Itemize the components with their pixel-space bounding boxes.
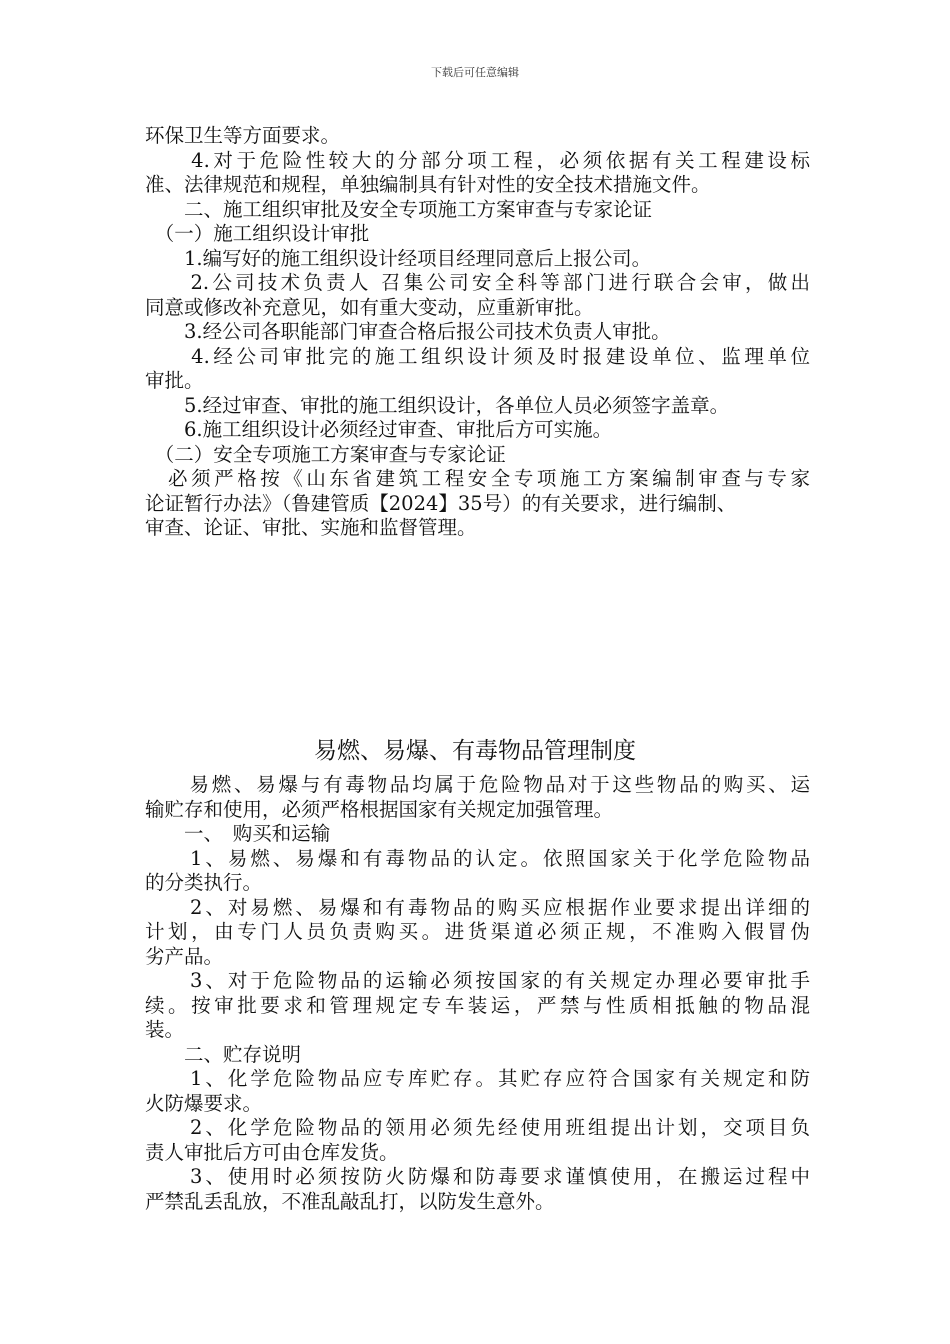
paragraph-line: 同意或修改补充意见，如有重大变动，应重新审批。 — [145, 295, 594, 319]
paragraph-line: 2、对易燃、易爆和有毒物品的购买应根据作业要求提出详细的 — [145, 895, 810, 919]
paragraph-line: 装。 — [145, 1018, 185, 1041]
subsection-heading: （二）安全专项施工方案审查与专家论证 — [145, 442, 506, 466]
paragraph-line: 易燃、易爆与有毒物品均属于危险物品对于这些物品的购买、运 — [145, 773, 810, 796]
paragraph-line: 计划，由专门人员负责购买。进货渠道必须正规，不准购入假冒伪 — [145, 920, 810, 943]
paragraph-line: 4.对于危险性较大的分部分项工程，必须依据有关工程建设标 — [145, 148, 810, 172]
paragraph-line: 3、对于危险物品的运输必须按国家的有关规定办理必要审批手 — [145, 969, 810, 992]
paragraph-line: 1、易燃、易爆和有毒物品的认定。依照国家关于化学危险物品 — [145, 846, 810, 870]
paragraph-line: 2、化学危险物品的领用必须先经使用班组提出计划，交项目负 — [145, 1116, 810, 1139]
paragraph-line: 劣产品。 — [145, 944, 224, 968]
section-heading: 二、贮存说明 — [145, 1042, 302, 1066]
paragraph-line: 严禁乱丢乱放，不准乱敲乱打，以防发生意外。 — [145, 1189, 555, 1213]
paragraph-line: 6.施工组织设计必须经过审查、审批后方可实施。 — [145, 418, 613, 441]
paragraph-line: 必须严格按《山东省建筑工程安全专项施工方案编制审查与专家 — [145, 467, 810, 490]
paragraph-line: 5.经过审查、审批的施工组织设计，各单位人员必须签字盖章。 — [145, 393, 730, 417]
paragraph-line: 2.公司技术负责人 召集公司安全科等部门进行联合会审，做出 — [145, 271, 810, 294]
paragraph-line: 1.编写好的施工组织设计经项目经理同意后上报公司。 — [145, 246, 652, 270]
paragraph-line: 3.经公司各职能部门审查合格后报公司技术负责人审批。 — [145, 320, 671, 343]
paragraph-line: 准、法律规范和规程，单独编制具有针对性的安全技术措施文件。 — [145, 173, 711, 196]
paragraph-line: 审批。 — [145, 369, 204, 392]
paragraph-line: 环保卫生等方面要求。 — [145, 124, 341, 147]
paragraph-line: 的分类执行。 — [145, 871, 263, 894]
paragraph-line: 火防爆要求。 — [145, 1091, 263, 1115]
paragraph-line: 审查、论证、审批、实施和监督管理。 — [145, 516, 477, 539]
subsection-heading: （一）施工组织设计审批 — [145, 222, 370, 245]
section-heading: 二、施工组织审批及安全专项施工方案审查与专家论证 — [145, 197, 653, 221]
section-hazardous-materials — [145, 773, 810, 1214]
paragraph-line: 续。按审批要求和管理规定专车装运，严禁与性质相抵触的物品混 — [145, 993, 810, 1017]
section-heading: 一、 购买和运输 — [145, 822, 331, 845]
paragraph-line: 4.经公司审批完的施工组织设计须及时报建设单位、监理单位 — [145, 344, 810, 368]
paragraph-line: 责人审批后方可由仓库发货。 — [145, 1140, 399, 1164]
paragraph-line: 输贮存和使用，必须严格根据国家有关规定加强管理。 — [145, 797, 614, 821]
page-header: 下载后可任意编辑 — [431, 66, 519, 79]
section-construction-approval — [145, 124, 810, 541]
paragraph-line: 1、化学危险物品应专库贮存。其贮存应符合国家有关规定和防 — [145, 1067, 810, 1090]
paragraph-line: 论证暂行办法》（鲁建管质【2024】35号）的有关要求，进行编制、 — [145, 491, 737, 515]
paragraph-line: 3、使用时必须按防火防爆和防毒要求谨慎使用，在搬运过程中 — [145, 1165, 810, 1188]
document-title: 易燃、易爆、有毒物品管理制度 — [314, 738, 636, 764]
